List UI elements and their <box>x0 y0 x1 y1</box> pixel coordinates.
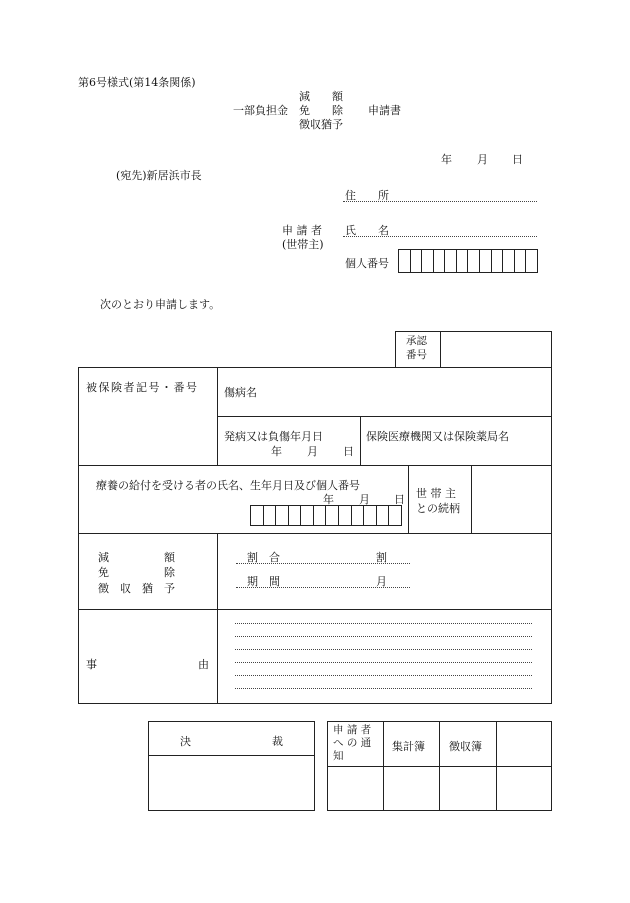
title-option-reduction: 減 額 <box>299 90 343 103</box>
exemption-option: 免 除 <box>98 566 175 579</box>
recipient-label: 療養の給付を受ける者の氏名、生年月日及び個人番号 <box>96 479 360 492</box>
intro-text: 次のとおり申請します。 <box>100 298 221 311</box>
id-number-field[interactable] <box>398 249 538 273</box>
applicant-role-label: 申 請 者 <box>282 224 322 237</box>
institution-label: 保険医療機関又は保険薬局名 <box>366 430 509 443</box>
id-number-label: 個人番号 <box>345 257 389 270</box>
reason-line[interactable] <box>235 688 532 689</box>
relation-label: 世 帯 主 との続柄 <box>416 487 460 515</box>
ratio-field[interactable] <box>236 563 410 564</box>
onset-label: 発病又は負傷年月日 <box>224 430 323 443</box>
address-field[interactable] <box>343 201 537 202</box>
reduction-option: 減 額 <box>98 551 175 564</box>
recipient-month: 月 <box>359 493 370 506</box>
name-label: 氏 名 <box>345 224 389 237</box>
title-suffix: 申請書 <box>368 104 401 117</box>
reason-line[interactable] <box>235 649 532 650</box>
recipient-year: 年 <box>323 493 334 506</box>
main-table <box>78 367 552 704</box>
name-field[interactable] <box>343 236 537 237</box>
reason-line[interactable] <box>235 623 532 624</box>
reason-line[interactable] <box>235 675 532 676</box>
title-prefix: 一部負担金 <box>233 104 288 117</box>
decision-label-right: 裁 <box>272 735 283 748</box>
onset-year: 年 <box>271 445 282 458</box>
title-option-exemption: 免 除 <box>299 104 343 117</box>
onset-day: 日 <box>343 445 354 458</box>
notify-label: 申 請 者 へ の 通 知 <box>333 724 372 762</box>
reason-line[interactable] <box>235 636 532 637</box>
reason-line[interactable] <box>235 662 532 663</box>
insured-label: 被保険者記号・番号 <box>86 381 199 394</box>
approval-label: 承認 番号 <box>406 335 427 361</box>
recipient-day: 日 <box>394 493 405 506</box>
reason-label-left: 事 <box>86 658 97 671</box>
date-day: 日 <box>512 153 523 166</box>
ratio-label: 割 合 <box>247 551 280 564</box>
date-year: 年 <box>441 153 452 166</box>
deferral-option: 徴 収 猶 予 <box>98 582 175 595</box>
reason-label-right: 由 <box>198 658 209 671</box>
decision-label-left: 決 <box>180 735 191 748</box>
period-field[interactable] <box>236 587 410 588</box>
ratio-unit: 割 <box>376 551 387 564</box>
period-label: 期 間 <box>247 575 280 588</box>
period-unit: 月 <box>376 575 387 588</box>
address-label: 住 所 <box>345 189 389 202</box>
addressee: (宛先)新居浜市長 <box>116 169 202 182</box>
recipient-id-field[interactable] <box>250 505 402 526</box>
decision-box <box>148 721 315 811</box>
applicant-role-sub: (世帯主) <box>282 238 324 251</box>
form-number: 第6号様式(第14条関係) <box>78 76 196 89</box>
onset-month: 月 <box>307 445 318 458</box>
tally-label: 集計簿 <box>392 740 425 753</box>
date-month: 月 <box>477 153 488 166</box>
title-option-deferral: 徴収猶予 <box>299 118 343 131</box>
disease-label: 傷病名 <box>224 386 257 399</box>
collection-label: 徴収簿 <box>449 740 482 753</box>
